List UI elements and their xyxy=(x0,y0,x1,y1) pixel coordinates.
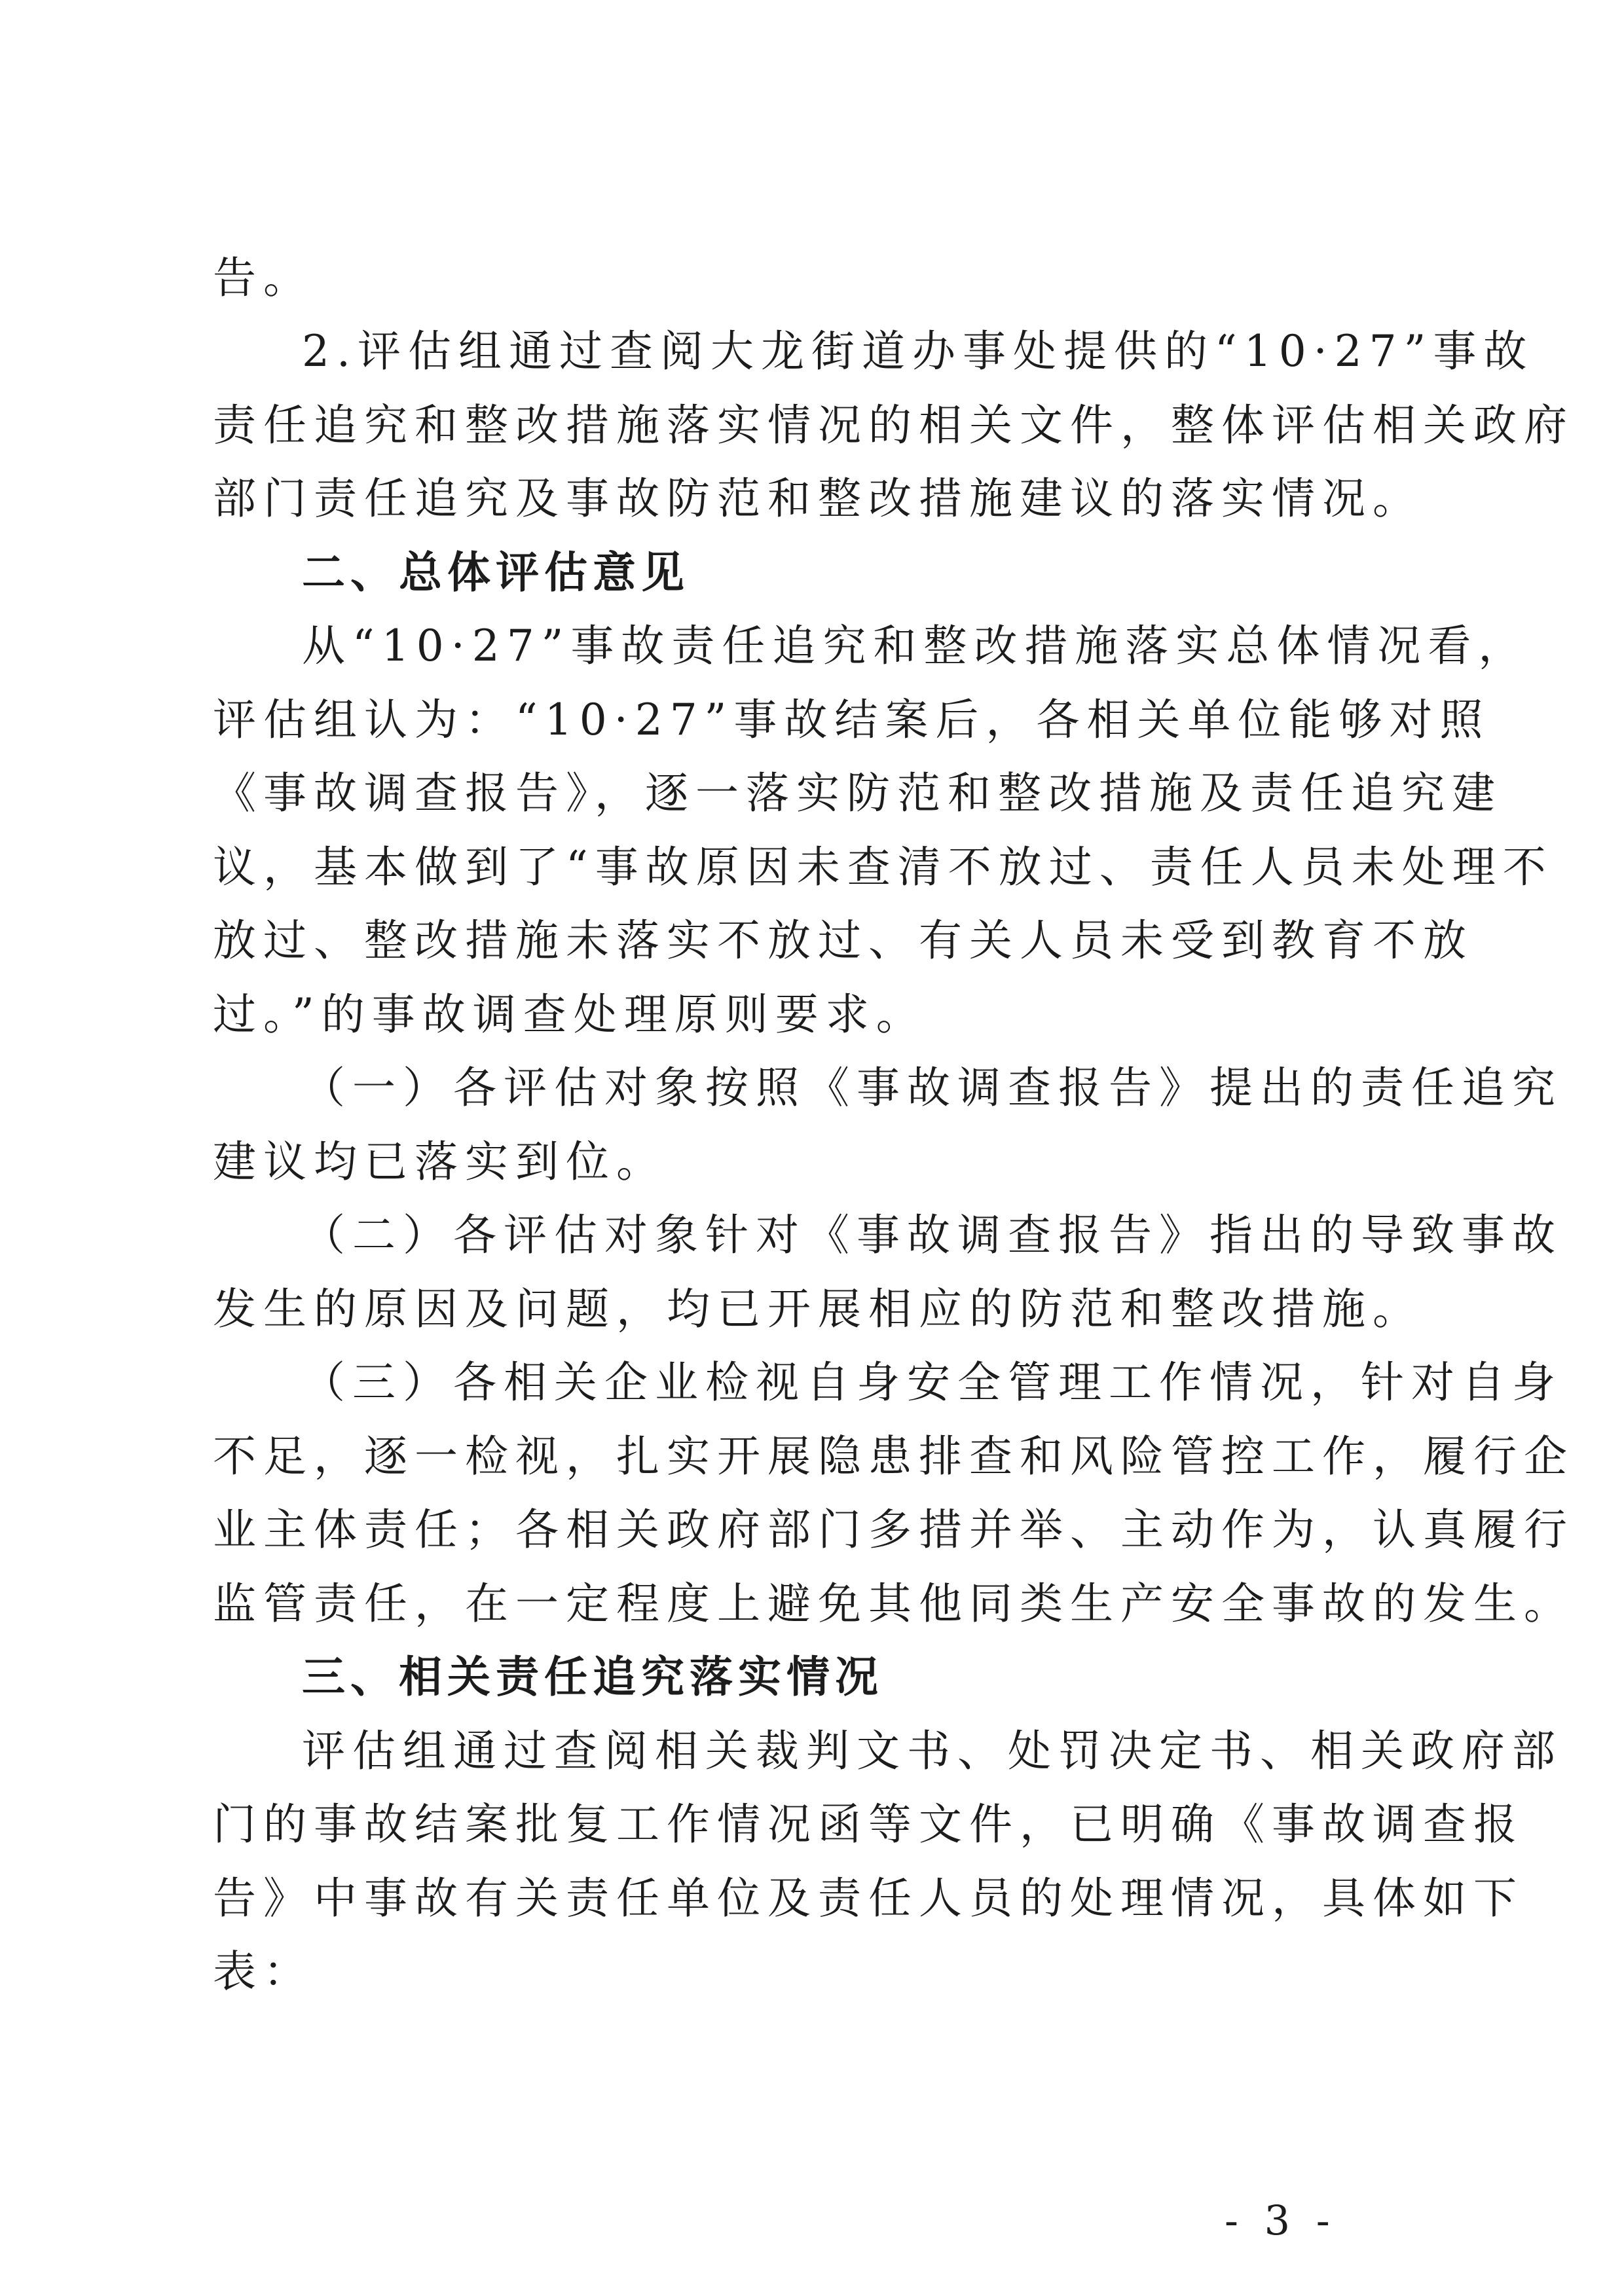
paragraph-first-line: 2.评估组通过查阅大龙街道办事处提供的“10·27”事故 xyxy=(302,326,1534,376)
text-line: 责任追究和整改措施落实情况的相关文件，整体评估相关政府 xyxy=(213,400,1574,450)
text-line: 告。 xyxy=(213,253,314,303)
text-line: 发生的原因及问题，均已开展相应的防范和整改措施。 xyxy=(213,1284,1423,1334)
text-line: 过。”的事故调查处理原则要求。 xyxy=(213,989,927,1040)
section-heading-2: 二、总体评估意见 xyxy=(302,547,690,598)
paragraph-first-line: （一）各评估对象按照《事故调查报告》提出的责任追究 xyxy=(302,1063,1562,1113)
text-line: 监管责任，在一定程度上避免其他同类生产安全事故的发生。 xyxy=(213,1578,1574,1629)
paragraph-first-line: （二）各评估对象针对《事故调查报告》指出的导致事故 xyxy=(302,1210,1562,1260)
text-line: 表： xyxy=(213,1946,314,1997)
text-line: 评估组认为：“10·27”事故结案后，各相关单位能够对照 xyxy=(213,695,1490,745)
text-line: 《事故调查报告》，逐一落实防范和整改措施及责任追究建 xyxy=(213,768,1502,818)
text-line: 放过、整改措施未落实不放过、有关人员未受到教育不放 xyxy=(213,915,1473,966)
text-line: 部门责任追究及事故防范和整改措施建议的落实情况。 xyxy=(213,473,1423,524)
text-line: 门的事故结案批复工作情况函等文件，已明确《事故调查报 xyxy=(213,1799,1524,1850)
paragraph-first-line: 从“10·27”事故责任追究和整改措施落实总体情况看， xyxy=(302,621,1529,671)
text-line: 业主体责任；各相关政府部门多措并举、主动作为，认真履行 xyxy=(213,1504,1574,1555)
text-line: 告》中事故有关责任单位及责任人员的处理情况，具体如下 xyxy=(213,1873,1524,1923)
paragraph-first-line: （三）各相关企业检视自身安全管理工作情况，针对自身 xyxy=(302,1357,1562,1408)
section-heading-3: 三、相关责任追究落实情况 xyxy=(302,1652,883,1702)
text-line: 不足，逐一检视，扎实开展隐患排查和风险管控工作，履行企 xyxy=(213,1431,1574,1482)
page-number: - 3 - xyxy=(1225,2196,1337,2244)
paragraph-first-line: 评估组通过查阅相关裁判文书、处罚决定书、相关政府部 xyxy=(302,1726,1562,1776)
text-line: 建议均已落实到位。 xyxy=(213,1137,667,1187)
text-line: 议，基本做到了“事故原因未查清不放过、责任人员未处理不 xyxy=(213,842,1553,892)
